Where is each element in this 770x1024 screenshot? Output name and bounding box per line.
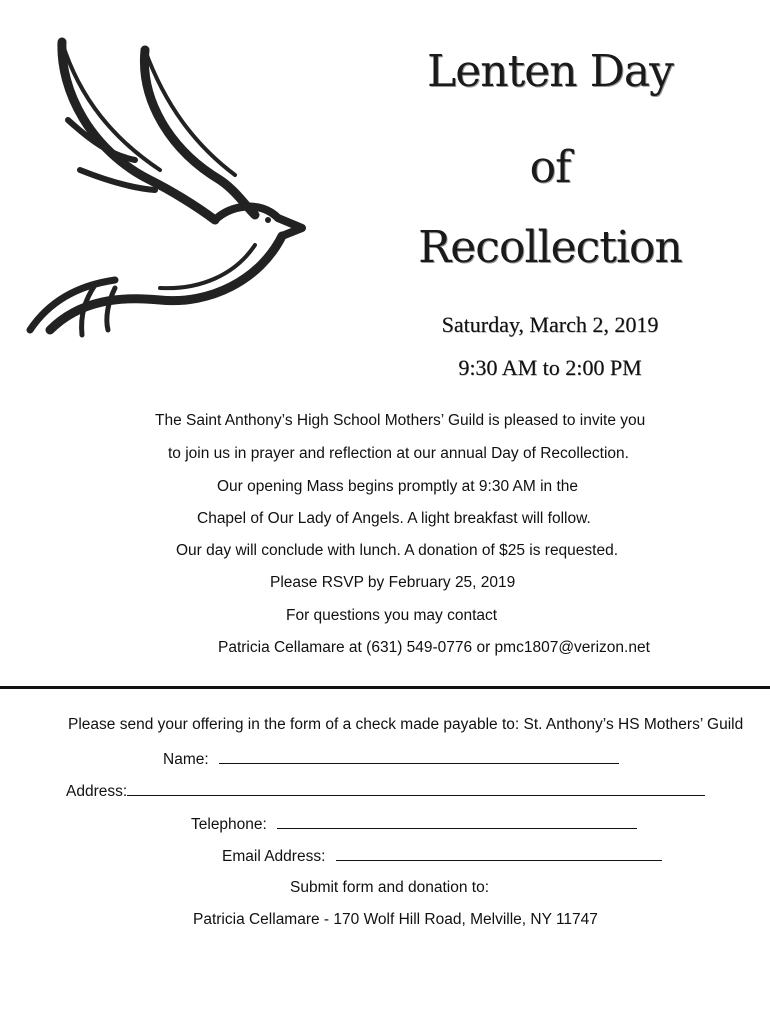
event-date: Saturday, March 2, 2019 (441, 312, 659, 337)
contact-details: Patricia Cellamare at (631) 549-0776 or pmc1807@verizon.net (218, 639, 650, 656)
submit-label: Submit form and donation to: (290, 879, 490, 896)
dove-icon (20, 30, 320, 350)
event-time: 9:30 AM to 2:00 PM (458, 355, 642, 380)
title-line-1: Lenten Day (426, 46, 673, 97)
submit-address: Patricia Cellamare - 170 Wolf Hill Road, Melville, NY 11747 (193, 911, 598, 928)
email-label: Email Address: (222, 848, 326, 865)
name-label: Name: (163, 751, 209, 768)
invitation-line-2: to join us in prayer and reflection at our annual Day of Recollection. (168, 445, 629, 462)
title-line-3: Recollection (418, 222, 682, 273)
email-field[interactable] (336, 846, 662, 861)
invitation-line-5: Our day will conclude with lunch. A donation of $25 is requested. (176, 542, 619, 559)
telephone-label: Telephone: (191, 816, 267, 833)
invitation-line-1: The Saint Anthony’s High School Mothers’ Guild is pleased to invite you (155, 412, 646, 429)
invitation-line-3: Our opening Mass begins promptly at 9:30 AM in the (217, 478, 579, 495)
invitation-line-4: Chapel of Our Lady of Angels. A light breakfast will follow. (197, 510, 591, 527)
rsvp-line: Please RSVP by February 25, 2019 (270, 574, 516, 591)
title-line-2: of (529, 142, 571, 193)
payable-line: Please send your offering in the form of a check made payable to: St. Anthony’s HS Mothers’ Guild (68, 716, 744, 733)
address-label: Address: (66, 783, 128, 800)
section-divider (0, 686, 770, 689)
address-field[interactable] (127, 781, 705, 796)
telephone-field[interactable] (277, 814, 637, 829)
name-field[interactable] (219, 749, 619, 764)
contact-intro: For questions you may contact (286, 607, 498, 624)
